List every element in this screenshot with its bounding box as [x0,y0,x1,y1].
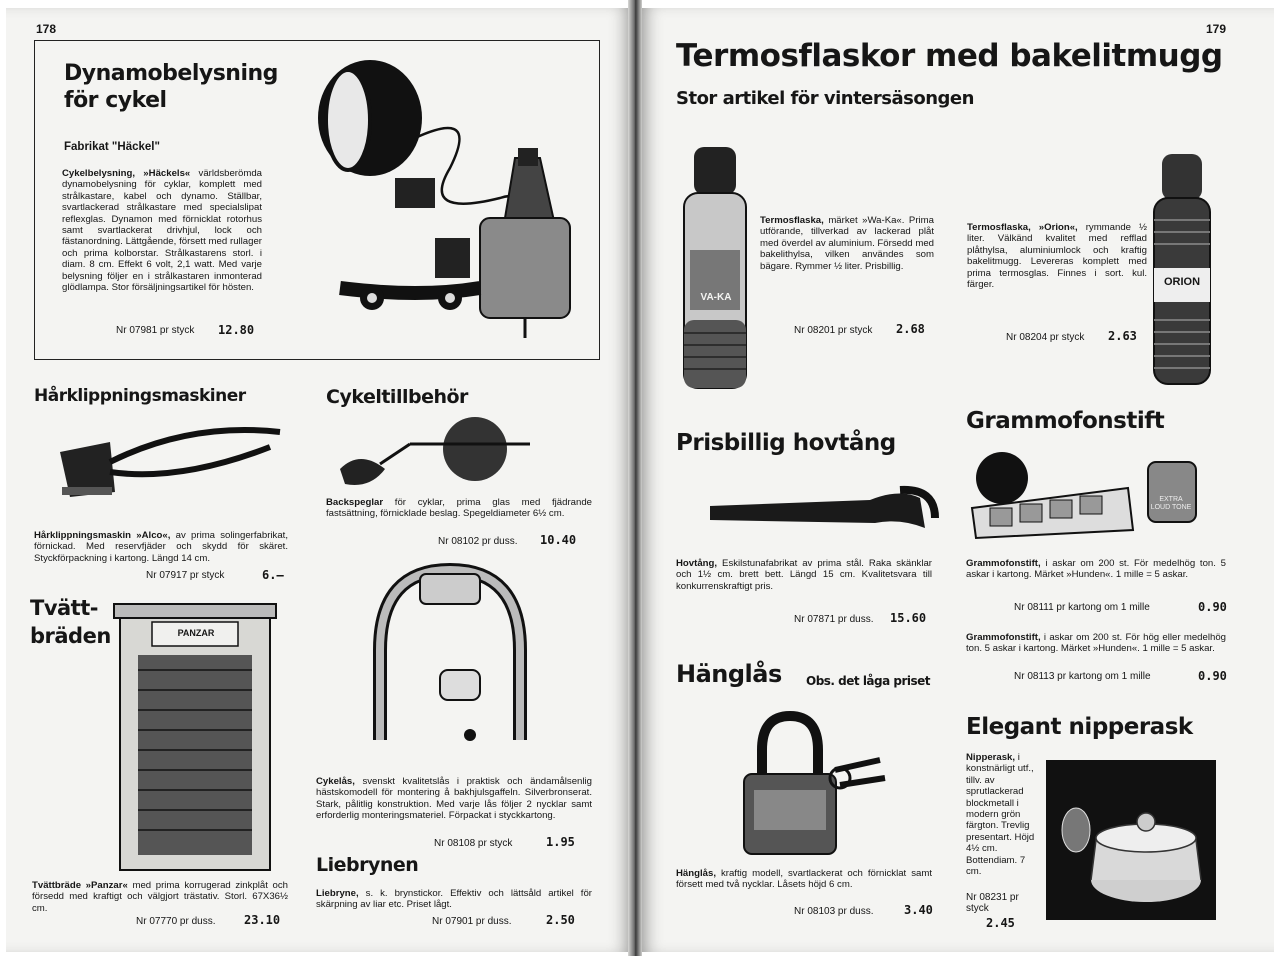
washboard-title-line1: Tvätt- [30,596,98,620]
orion-description [967,222,1147,290]
pliers-text: Eskilstunafabrikat av prima stål. Raka skänklar och 1½ cm. brett bett. Längd 15 cm. Kvalitetsvara till konkurrenskraftigt pris. [676,558,932,592]
needles-item1-text: i askar om 200 st. För medelhög ton. 5 askar i kartong. Märket »Hunden«. 1 mille = 5 askar. [966,558,1226,581]
dynamo-order: Nr 07981 pr styck [116,325,195,336]
whetstone-price: 2.50 [546,913,575,927]
needles-item2-lead: Grammofonstift, [966,632,1041,643]
pliers-price: 15.60 [890,611,927,625]
bike-lock-price: 1.95 [546,835,575,849]
jewellery-box-illustration [1046,760,1216,920]
dynamo-lead: Cykelbelysning, »Häckels« [62,168,191,179]
washboard-description [32,880,288,914]
clipper-price: 6.— [262,568,284,582]
vaka-description [760,215,934,272]
needles-tin-label: EXTRA LOUD TONE [1150,496,1192,511]
washboard-price: 23.10 [244,913,281,927]
orion-thermos-illustration [1150,150,1214,390]
whetstone-text: s. k. brynstickor. Effektiv och lättsåld artikel för skärpning av liar etc. Priset lågt. [316,888,592,911]
bike-accessories-title: Cykeltillbehör [326,386,468,408]
dynamo-subtitle: Fabrikat "Häckel" [64,141,160,153]
bike-lock-order: Nr 08108 pr styck [434,838,513,849]
thermos-title: Termosflaskor med bakelitmugg [676,38,1223,74]
box-text: i konstnärligt utf., tillv. av sprutlackerad blockmetall i modern grön färgton. Trevlig presentart. Höjd 4½ cm. Bottendiam. 7 cm. [966,752,1035,878]
pliers-title: Prisbillig hovtång [676,430,896,456]
needles-item2-price: 0.90 [1198,669,1227,683]
mirror-lead: Backspeglar [326,497,384,508]
pliers-order: Nr 07871 pr duss. [794,614,874,625]
needles-item2-order: Nr 08113 pr kartong om 1 mille [1014,671,1151,682]
padlock-title: Hänglås [676,660,782,688]
washboard-title-line2: bräden [30,624,111,648]
padlock-order: Nr 08103 pr duss. [794,906,874,917]
whetstone-title: Liebrynen [316,854,419,876]
clipper-order: Nr 07917 pr styck [146,570,225,581]
bike-lock-description [316,776,592,822]
pliers-description [676,558,932,592]
whetstone-lead: Liebryne, [316,888,359,899]
orion-price: 2.63 [1108,329,1137,343]
dynamo-lamp-illustration [300,48,590,348]
needles-item1-price: 0.90 [1198,600,1227,614]
vaka-price: 2.68 [896,322,925,336]
dynamo-description [62,168,262,293]
needles-item2-description [966,632,1226,655]
mirror-text: för cyklar, prima glas med fjädrande fastsättning, förnicklade beslag. Spegeldiameter 6½ cm. [326,497,592,520]
vaka-thermos-illustration [680,145,750,395]
dynamo-price: 12.80 [218,323,255,337]
vaka-label: VA-KA [700,292,732,303]
washboard-title [30,594,111,650]
page-number-left: 178 [36,22,57,36]
orion-text: rymmande ½ liter. Välkänd kvalitet med refflad plåthylsa, aluminiumlock och kraftig bakelitmugg. Levereras komplett med prima termosglas. Finnes i sort. kul. färger. [967,222,1147,291]
pliers-illustration [700,478,940,548]
pliers-lead: Hovtång, [676,558,718,569]
washboard-text: med prima korrugerad zinkplåt och försedd med kraftigt och välgjort trästativ. Storl. 67X36½ cm. [32,880,289,914]
whetstone-description [316,888,592,911]
page-number-right: 179 [1206,22,1227,36]
orion-lead: Termosflaska, »Orion«, [967,222,1078,233]
box-description [966,752,1038,877]
dynamo-title-line1: Dynamobelysning [64,61,278,86]
whetstone-order: Nr 07901 pr duss. [432,916,512,927]
needles-item1-order: Nr 08111 pr kartong om 1 mille [1014,602,1150,613]
needles-item1-description [966,558,1226,581]
bike-lock-lead: Cykelås, [316,776,355,787]
thermos-subtitle: Stor artikel för vintersäsongen [676,88,974,109]
box-price: 2.45 [986,916,1015,930]
padlock-lead: Hänglås, [676,868,716,879]
needles-item1-lead: Grammofonstift, [966,558,1041,569]
padlock-price: 3.40 [904,903,933,917]
mirror-illustration [330,414,530,494]
book-gutter [628,0,642,956]
bike-lock-illustration [350,560,550,760]
mirror-description [326,497,592,520]
washboard-illustration [110,600,280,880]
clipper-text: av prima solingerfabrikat, förnickad. Med reservfjäder och skydd för skäret. Styckförpackning i kartong. Längd 14 cm. [34,530,288,564]
mirror-price: 10.40 [540,533,577,547]
clipper-description [34,530,288,564]
washboard-label: PANZAR [177,628,215,638]
clipper-title: Hårklippningsmaskiner [34,386,246,406]
dynamo-title [64,60,278,114]
box-title: Elegant nipperask [966,714,1193,740]
washboard-lead: Tvättbräde »Panzar« [32,880,128,891]
box-lead: Nipperask, [966,752,1016,763]
orion-label: ORION [1163,276,1201,288]
vaka-text: märket »Wa-Ka«. Prima utförande, tillverkad av lackerad plåt med överdel av aluminium. Försedd med bakelithylsa, vilken användes som bägare. Rymmer ½ liter. Prisbillig. [760,215,934,272]
padlock-illustration [740,710,890,860]
needles-item2-text: i askar om 200 st. För hög eller medelhög ton. 5 askar i kartong. Märket »Hunden«. 1 mille = 5 askar. [966,632,1226,655]
box-order: Nr 08231 pr styck [966,892,1019,914]
clipper-lead: Hårklippningsmaskin »Alco«, [34,530,171,541]
padlock-description [676,868,932,891]
washboard-order: Nr 07770 pr duss. [136,916,216,927]
needles-title: Grammofonstift [966,408,1165,434]
vaka-lead: Termosflaska, [760,215,824,226]
orion-order: Nr 08204 pr styck [1006,332,1085,343]
dynamo-title-line2: för cykel [64,88,167,113]
bike-lock-text: svenskt kvalitetslås i praktisk och ändamålsenlig hästskomodell för montering å bakhjulsgaffeln. Silverbronserat. Stark, pålitlig konstruktion. Med varje lås följer 2 nycklar samt erforderlig monteringsmateriel. Förpackat i styckkartong. [316,776,592,822]
vaka-order: Nr 08201 pr styck [794,325,873,336]
clipper-illustration [40,412,290,502]
dynamo-text: världsberömda dynamobelysning för cyklar, komplett med strålkastare, kabel och dynamo. Ställbar, svartlackerad strålkastare med specialslipat reflexglas. Dynamon med förnicklat rotorhus samt svartlackerat drivhjul, lock och fästanordning. Lättgående, försett med rullager och prima kolborstar. Strålkastarens storl. i diam. 8 cm. Effekt 6 volt, 2,1 watt. Med varje belysning följer en i strålkastaren inmonterad glödlampa. Stor försäljningsartikel för hösten. [62,168,263,294]
mirror-order: Nr 08102 pr duss. [438,536,518,547]
padlock-text: kraftig modell, svartlackerat och förnicklat samt försett med två nycklar. Låsets höjd 6 cm. [676,868,932,891]
padlock-note: Obs. det låga priset [806,674,931,688]
